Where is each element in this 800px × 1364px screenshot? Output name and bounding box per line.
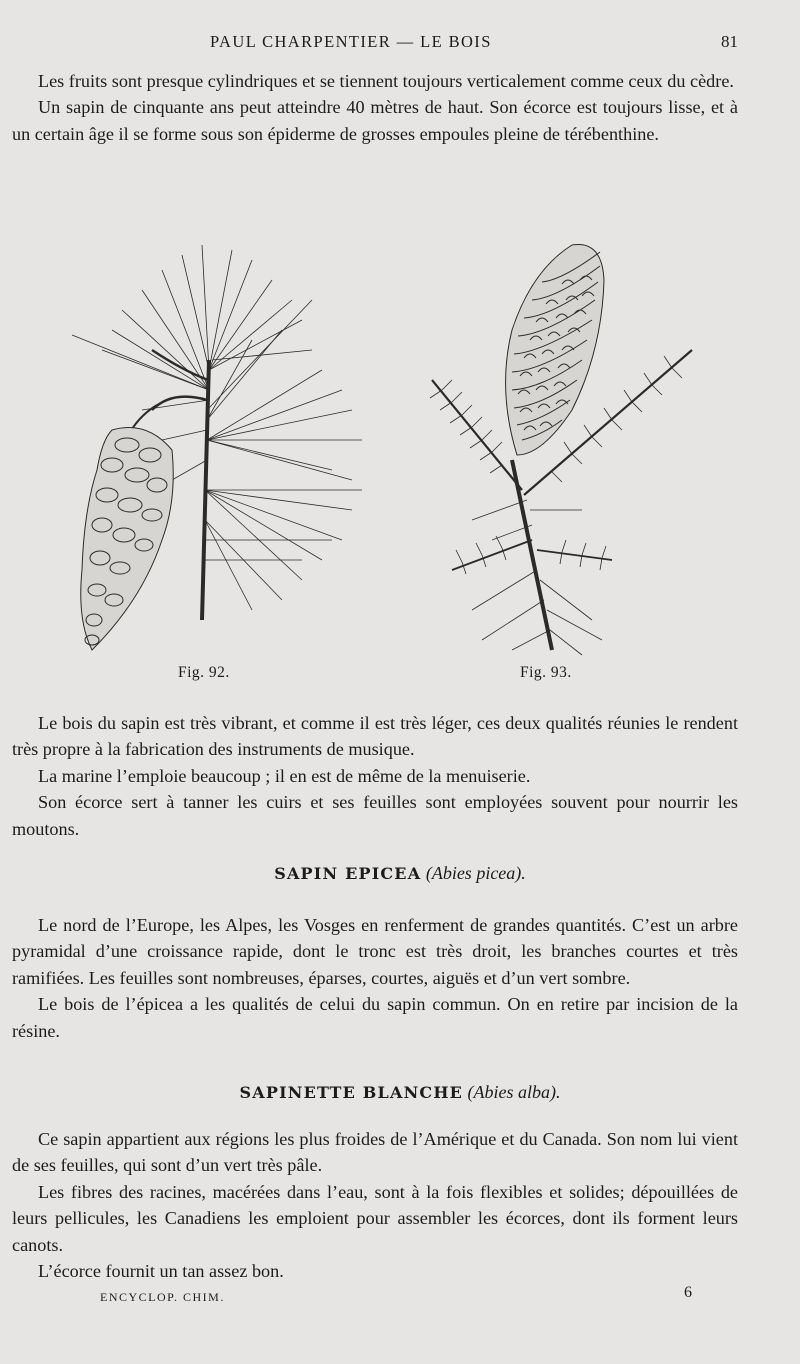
section-heading-epicea	[0, 863, 800, 884]
upright-cone	[506, 244, 604, 455]
heading-name: SAPIN EPICEA	[274, 864, 422, 883]
paragraph: Un sapin de cinquante ans peut atteindre 40 mètres de haut. Son écorce est toujours lisse, et à un certain âge il se forme sous son épiderme de grosses empoules pleine de térébenthine.	[12, 97, 738, 144]
paragraph: La marine l’emploie beaucoup ; il en est de même de la menuiserie.	[38, 765, 531, 786]
text-block-sapin	[12, 710, 738, 842]
paragraph: Le bois du sapin est très vibrant, et comme il est très léger, ces deux qualités réunies le rendent très propre à la fabrication des instruments de musique.	[12, 713, 738, 760]
heading-name: SAPINETTE BLANCHE	[239, 1083, 464, 1102]
paragraph: L’écorce fournit un tan assez bon.	[38, 1261, 284, 1282]
heading-latin-name: (Abies picea).	[425, 863, 526, 883]
footer-signature: ENCYCLOP. CHIM.	[100, 1290, 225, 1304]
paragraph: Les fibres des racines, macérées dans l’eau, sont à la fois flexibles et solides; dépouillées de leurs pellicules, les Canadiens les emploient pour assembler les écorces, dont ils forment leurs canots.	[12, 1181, 738, 1255]
section-heading-sapinette	[0, 1082, 800, 1103]
hanging-cone	[81, 428, 174, 651]
paragraph: Le bois de l’épicea a les qualités de celui du sapin commun. On en retire par incision de la résine.	[12, 994, 738, 1041]
paragraph: Son écorce sert à tanner les cuirs et ses feuilles sont employées souvent pour nourrir les moutons.	[12, 792, 738, 839]
page-number: 81	[721, 32, 738, 51]
footer-signature-number: 6	[684, 1284, 692, 1301]
fig-93-illustration	[412, 240, 702, 660]
running-title: PAUL CHARPENTIER — LE BOIS	[210, 32, 492, 51]
paragraph: Les fruits sont presque cylindriques et se tiennent toujours verticalement comme ceux du cèdre.	[38, 71, 734, 91]
paragraph: Ce sapin appartient aux régions les plus froides de l’Amérique et du Canada. Son nom lui vient de ses feuilles, qui sont d’un vert très pâle.	[12, 1129, 738, 1176]
heading-latin-name: (Abies alba).	[467, 1082, 561, 1102]
paragraph: Le nord de l’Europe, les Alpes, les Vosges en renferment de grandes quantités. C’est un arbre pyramidal d’une croissance rapide, dont le tronc est très droit, les branches courtes et très ramifiées. Les feuilles sont nombreuses, éparses, courtes, aiguës et d’un vert sombre.	[12, 915, 738, 988]
text-block-epicea	[12, 912, 738, 1044]
fig-92-illustration	[52, 240, 372, 660]
figure-caption: Fig. 92.	[178, 664, 230, 681]
text-block-intro	[12, 68, 738, 147]
text-block-sapinette	[12, 1126, 738, 1284]
running-header	[0, 32, 800, 56]
figure-caption: Fig. 93.	[520, 664, 572, 681]
